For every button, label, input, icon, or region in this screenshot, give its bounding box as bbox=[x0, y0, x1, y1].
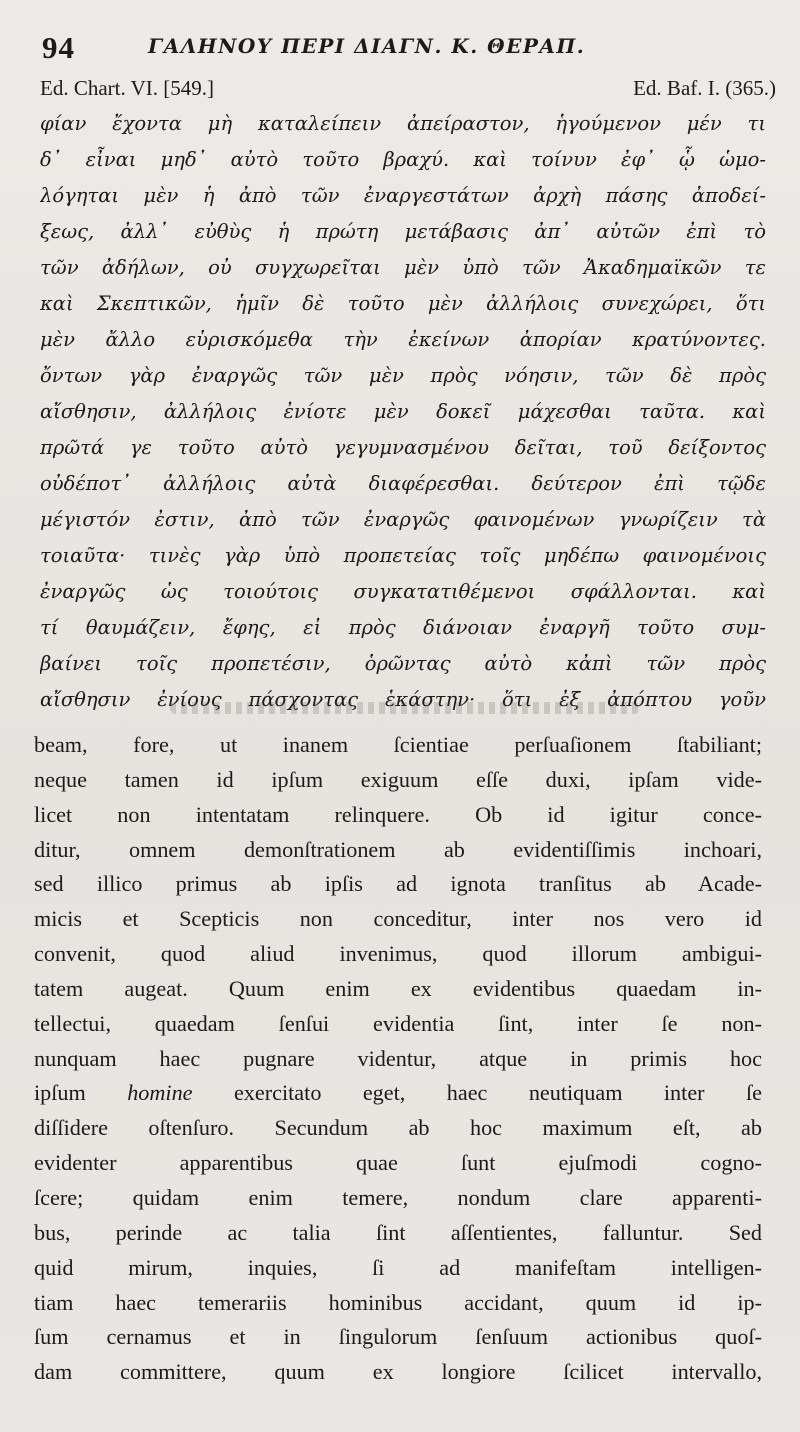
latin-text-line: quid mirum, inquies, ſi ad manifeſtam intelligen- bbox=[34, 1254, 762, 1280]
greek-text-line: καὶ Σκεπτικῶν, ἡμῖν δὲ τοῦτο μὲν ἀλλήλοις συνεχώρει, ὅτι bbox=[40, 292, 766, 315]
greek-text-line: τῶν ἀδήλων, οὐ συγχωρεῖται μὲν ὑπὸ τῶν Ἀκαδημαϊκῶν τε bbox=[40, 256, 766, 279]
greek-text-line: βαίνει τοῖς προπετέσιν, ὁρῶντας αὐτὸ κἀπὶ τῶν πρὸς bbox=[40, 652, 766, 675]
latin-text-line: neque tamen id ipſum exiguum eſſe duxi, ipſam vide- bbox=[34, 766, 762, 792]
latin-text-line: beam, fore, ut inanem ſcientiae perſuaſionem ſtabiliant; bbox=[34, 732, 762, 757]
latin-translation bbox=[34, 728, 762, 1390]
edition-chart-reference: Ed. Chart. VI. [549.] bbox=[40, 76, 214, 100]
greek-text-line: λόγηται μὲν ἡ ἀπὸ τῶν ἐναργεστάτων ἀρχὴ πάσης ἀποδεί- bbox=[40, 184, 766, 207]
greek-text-line: οὐδέποτ᾽ ἀλλήλοις αὐτὰ διαφέρεσθαι. δεύτερον ἐπὶ τῷδε bbox=[40, 472, 766, 495]
page-header bbox=[40, 26, 770, 66]
greek-text-line: δ᾽ εἶναι μηδ᾽ αὐτὸ τοῦτο βραχύ. καὶ τοίνυν ἐφ᾽ ᾧ ὡμο- bbox=[40, 148, 766, 171]
latin-text-line: tellectui, quaedam ſenſui evidentia ſint, inter ſe non- bbox=[34, 1010, 762, 1036]
latin-text-line: evidenter apparentibus quae ſunt ejuſmodi cogno- bbox=[34, 1150, 762, 1176]
greek-text-line: αἴσθησιν, ἀλλήλοις ἐνίοτε μὲν δοκεῖ μάχεσθαι ταῦτα. καὶ bbox=[40, 400, 766, 423]
latin-text-line: licet non intentatam relinquere. Ob id igitur conce- bbox=[34, 801, 762, 827]
greek-text-line: τοιαῦτα· τινὲς γὰρ ὑπὸ προπετείας τοῖς μηδέπω φαινομένοις bbox=[40, 544, 766, 567]
greek-text-line: αἴσθησιν ἐνίους πάσχοντας ἑκάστην· ὅτι ἐξ ἀπόπτου γοῦν bbox=[40, 688, 766, 711]
latin-text-line: ipſum homine exercitato eget, haec neutiquam inter ſe bbox=[34, 1080, 762, 1106]
show-through-ink bbox=[170, 702, 640, 714]
greek-text-line: μὲν ἄλλο εὑρισκόμεθα τὴν ἐκείνων ἀπορίαν κρατύνοντες. bbox=[40, 328, 766, 351]
greek-text-line: τί θαυμάζειν, ἔφης, εἰ πρὸς διάνοιαν ἐναργῆ τοῦτο συμ- bbox=[40, 616, 766, 639]
latin-text-line: tatem augeat. Quum enim ex evidentibus quaedam in- bbox=[34, 975, 762, 1001]
latin-text-line: ditur, omnem demonſtrationem ab evidentiſſimis inchoari, bbox=[34, 836, 762, 862]
greek-text-line: φίαν ἔχοντα μὴ καταλείπειν ἀπείραστον, ἡγούμενον μέν τι bbox=[40, 112, 766, 135]
edition-bas-reference: Ed. Baf. I. (365.) bbox=[633, 76, 776, 100]
latin-text-line: ſum cernamus et in ſingulorum ſenſuum actionibus quoſ- bbox=[34, 1324, 762, 1350]
latin-text-line: ſcere; quidam enim temere, nondum clare apparenti- bbox=[34, 1184, 762, 1210]
latin-text-line: micis et Scepticis non conceditur, inter nos vero id bbox=[34, 906, 762, 932]
latin-text-line: diſſidere oſtenſuro. Secundum ab hoc maximum eſt, ab bbox=[34, 1115, 762, 1141]
italic-word: homine bbox=[127, 1080, 193, 1106]
latin-text-line: convenit, quod aliud invenimus, quod illorum ambigui- bbox=[34, 941, 762, 967]
edition-references bbox=[40, 76, 776, 106]
latin-text-line: tiam haec temerariis hominibus accidant, quum id ip- bbox=[34, 1289, 762, 1315]
greek-text-line: πρῶτά γε τοῦτο αὐτὸ γεγυμνασμένου δεῖται, τοῦ δείξοντος bbox=[40, 436, 766, 459]
greek-text bbox=[40, 106, 766, 718]
greek-text-line: ὄντων γὰρ ἐναργῶς τῶν μὲν πρὸς νόησιν, τῶν δὲ πρὸς bbox=[40, 364, 766, 387]
greek-text-line: ξεως, ἀλλ᾽ εὐθὺς ἡ πρώτη μετάβασις ἀπ᾽ αὐτῶν ἐπὶ τὸ bbox=[40, 220, 766, 243]
latin-text-line: dam committere, quum ex longiore ſcilicet intervallo, bbox=[34, 1359, 762, 1385]
greek-text-line: μέγιστόν ἐστιν, ἀπὸ τῶν ἐναργῶς φαινομένων γνωρίζειν τὰ bbox=[40, 508, 766, 531]
greek-text-line: ἐναργῶς ὡς τοιούτοις συγκατατιθέμενοι σφάλλονται. καὶ bbox=[40, 580, 766, 603]
latin-text-line: nunquam haec pugnare videntur, atque in primis hoc bbox=[34, 1045, 762, 1071]
running-title: ΓΑΛΗΝΟΥ ΠΕΡΙ ΔΙΑΓΝ. Κ. ΘΕΡΑΠ. bbox=[148, 34, 586, 58]
latin-text-line: bus, perinde ac talia ſint aſſentientes, falluntur. Sed bbox=[34, 1219, 762, 1245]
page-number: 94 bbox=[42, 30, 75, 65]
latin-text-line: sed illico primus ab ipſis ad ignota tranſitus ab Acade- bbox=[34, 871, 762, 897]
